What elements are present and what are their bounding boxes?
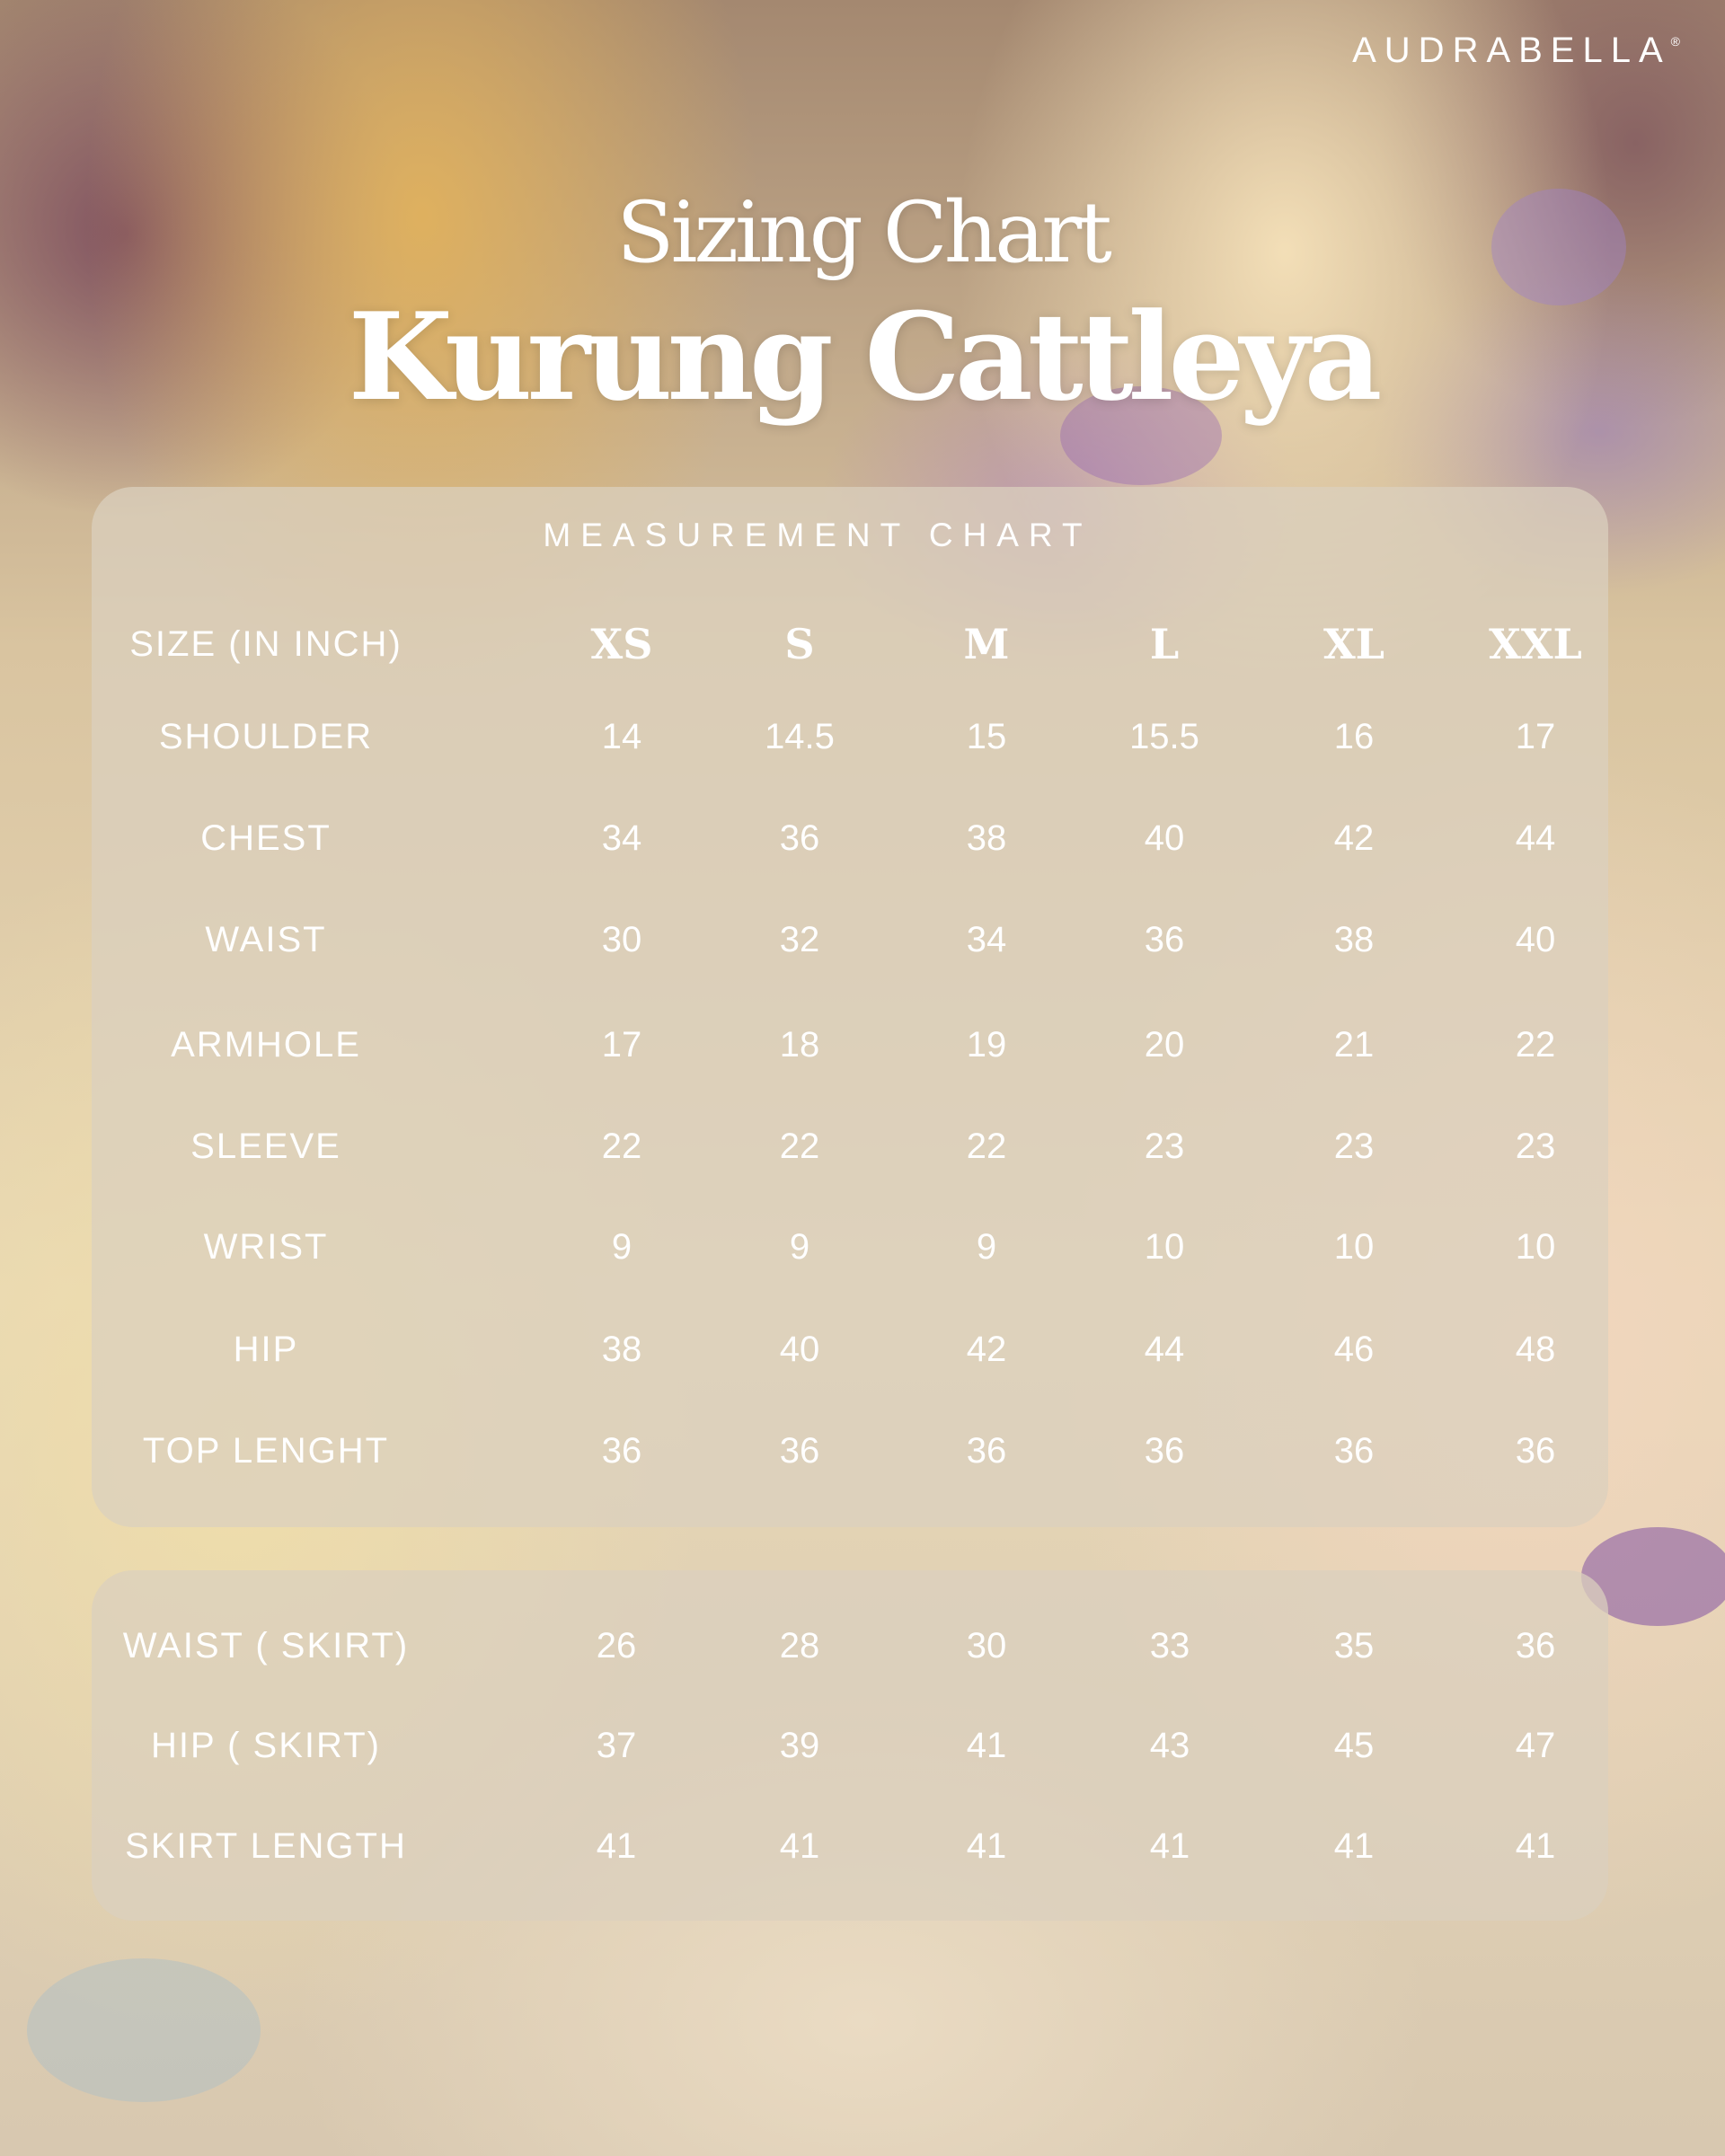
size-header-label: SIZE (IN INCH) — [129, 624, 402, 664]
brand-logo: AUDRABELLA® — [1352, 31, 1680, 70]
row-value: 40 — [1144, 818, 1185, 858]
product-name: Kurung Cattleya — [348, 286, 1377, 428]
size-header-cell: L — [1149, 620, 1180, 668]
row-value: 18 — [779, 1025, 820, 1065]
row-value: 34 — [966, 920, 1007, 959]
row-value: 10 — [1144, 1227, 1185, 1267]
row-value: 39 — [779, 1726, 820, 1765]
row-value: 41 — [966, 1726, 1007, 1765]
table-row — [0, 705, 1725, 768]
row-value: 36 — [966, 1431, 1007, 1471]
row-value: 36 — [779, 818, 820, 858]
row-value: 38 — [601, 1330, 642, 1369]
row-value: 34 — [601, 818, 642, 858]
row-value: 46 — [1333, 1330, 1375, 1369]
size-header-cell: XXL — [1489, 620, 1582, 668]
row-value: 15 — [966, 717, 1007, 756]
row-label: WAIST ( SKIRT) — [122, 1626, 410, 1666]
row-value: 19 — [966, 1025, 1007, 1065]
row-label: ARMHOLE — [171, 1025, 361, 1065]
row-value: 28 — [779, 1626, 820, 1666]
table-row — [0, 1013, 1725, 1076]
row-value: 14.5 — [765, 717, 835, 756]
row-value: 42 — [966, 1330, 1007, 1369]
size-header-row — [0, 613, 1725, 676]
page-title: Sizing Chart — [616, 184, 1109, 282]
table-row — [0, 807, 1725, 870]
row-value: 41 — [1149, 1826, 1190, 1866]
row-label: SHOULDER — [158, 717, 374, 756]
row-value: 36 — [779, 1431, 820, 1471]
row-value: 44 — [1515, 818, 1556, 858]
row-value: 40 — [1515, 920, 1556, 959]
row-value: 14 — [601, 717, 642, 756]
row-value: 23 — [1333, 1127, 1375, 1166]
table-row — [0, 1115, 1725, 1178]
row-label: SLEEVE — [190, 1127, 341, 1166]
row-value: 38 — [1333, 920, 1375, 959]
row-label: WRIST — [203, 1227, 329, 1267]
row-value: 30 — [601, 920, 642, 959]
size-header-cell: XS — [590, 620, 653, 668]
row-value: 23 — [1144, 1127, 1185, 1166]
row-value: 41 — [966, 1826, 1007, 1866]
row-value: 40 — [779, 1330, 820, 1369]
row-value: 22 — [966, 1127, 1007, 1166]
row-value: 41 — [779, 1826, 820, 1866]
row-label: SKIRT LENGTH — [125, 1826, 407, 1866]
background-photo-highlight — [27, 1958, 261, 2102]
row-value: 10 — [1515, 1227, 1556, 1267]
row-value: 20 — [1144, 1025, 1185, 1065]
row-value: 22 — [1515, 1025, 1556, 1065]
row-value: 36 — [1144, 920, 1185, 959]
row-label: HIP ( SKIRT) — [151, 1726, 381, 1765]
row-value: 36 — [1333, 1431, 1375, 1471]
row-label: HIP — [233, 1330, 299, 1369]
table-row — [0, 1815, 1725, 1878]
table-row — [0, 908, 1725, 971]
row-value: 16 — [1333, 717, 1375, 756]
row-value: 21 — [1333, 1025, 1375, 1065]
row-value: 9 — [789, 1227, 810, 1267]
row-value: 43 — [1149, 1726, 1190, 1765]
row-value: 32 — [779, 920, 820, 959]
row-value: 22 — [779, 1127, 820, 1166]
row-value: 45 — [1333, 1726, 1375, 1765]
row-value: 48 — [1515, 1330, 1556, 1369]
row-value: 41 — [1515, 1826, 1556, 1866]
row-value: 36 — [1144, 1431, 1185, 1471]
row-value: 41 — [596, 1826, 637, 1866]
row-value: 9 — [976, 1227, 997, 1267]
table-row — [0, 1714, 1725, 1777]
size-header-cell: M — [963, 620, 1010, 668]
row-value: 23 — [1515, 1127, 1556, 1166]
size-header-cell: S — [784, 620, 815, 668]
row-value: 44 — [1144, 1330, 1185, 1369]
table-row — [0, 1419, 1725, 1482]
row-value: 41 — [1333, 1826, 1375, 1866]
row-value: 9 — [611, 1227, 632, 1267]
size-header-cell: XL — [1322, 620, 1385, 668]
row-value: 17 — [1515, 717, 1556, 756]
chart-heading: MEASUREMENT CHART — [543, 517, 1092, 553]
row-label: TOP LENGHT — [142, 1431, 390, 1471]
row-value: 17 — [601, 1025, 642, 1065]
row-value: 15.5 — [1129, 717, 1199, 756]
row-value: 42 — [1333, 818, 1375, 858]
row-value: 30 — [966, 1626, 1007, 1666]
row-label: WAIST — [205, 920, 327, 959]
row-value: 47 — [1515, 1726, 1556, 1765]
table-row — [0, 1318, 1725, 1381]
table-row — [0, 1215, 1725, 1278]
row-value: 38 — [966, 818, 1007, 858]
row-value: 37 — [596, 1726, 637, 1765]
row-label: CHEST — [200, 818, 332, 858]
row-value: 36 — [1515, 1626, 1556, 1666]
row-value: 35 — [1333, 1626, 1375, 1666]
row-value: 36 — [1515, 1431, 1556, 1471]
table-row — [0, 1614, 1725, 1677]
row-value: 33 — [1149, 1626, 1190, 1666]
row-value: 36 — [601, 1431, 642, 1471]
row-value: 26 — [596, 1626, 637, 1666]
row-value: 22 — [601, 1127, 642, 1166]
row-value: 10 — [1333, 1227, 1375, 1267]
